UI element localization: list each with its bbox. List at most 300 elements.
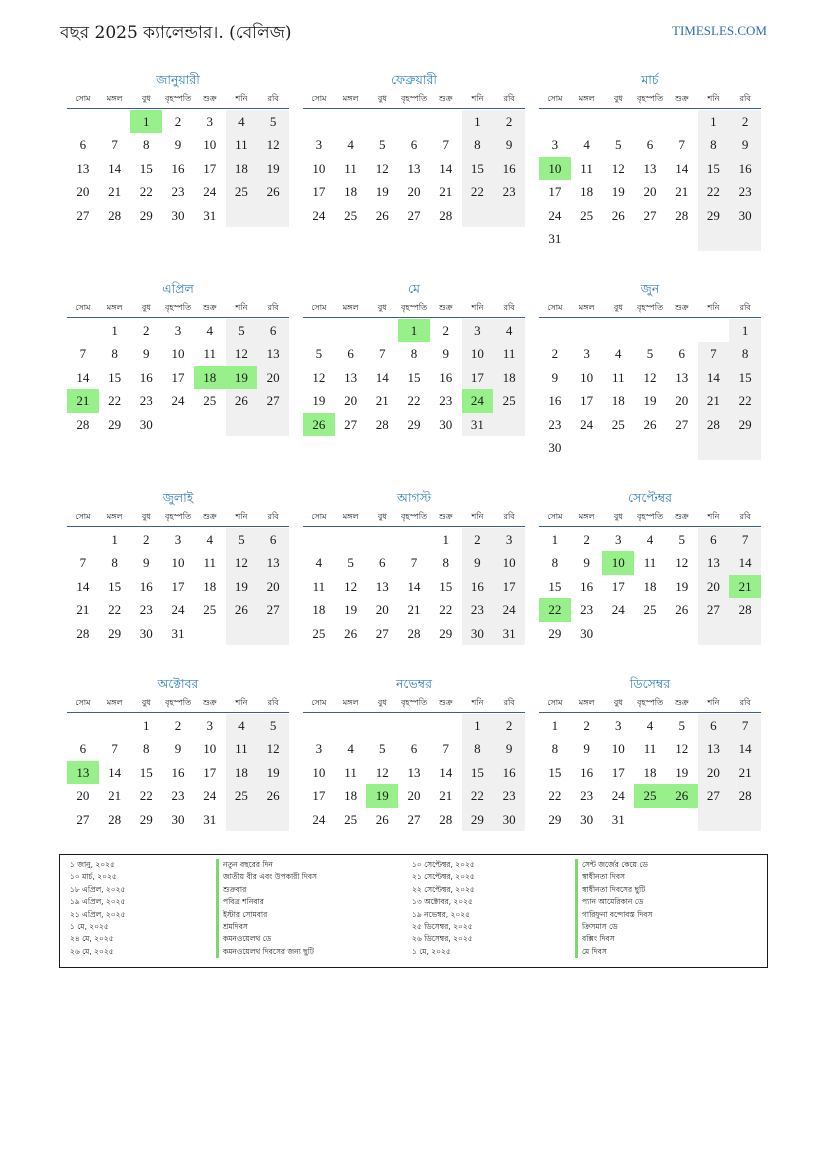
day-cell[interactable]: 30 [729,204,761,228]
day-cell[interactable]: 1 [551,531,559,547]
day-cell[interactable]: 16 [493,157,525,181]
day-cell[interactable]: 18 [493,366,525,390]
day-cell[interactable]: 28 [76,625,90,641]
day-cell[interactable]: 1 [442,531,449,547]
holiday-day-cell[interactable]: 13 [67,761,99,785]
day-cell[interactable]: 15 [407,369,421,385]
day-cell[interactable]: 25 [611,416,625,432]
day-cell[interactable]: 6 [646,137,654,152]
day-cell[interactable]: 22 [698,180,730,204]
day-cell[interactable]: 15 [548,764,562,780]
day-cell[interactable]: 28 [76,416,90,432]
day-cell[interactable]: 30 [171,811,185,827]
day-cell[interactable]: 9 [143,555,150,570]
day-cell[interactable]: 20 [76,788,90,803]
day-cell[interactable]: 28 [108,207,122,223]
holiday-day-cell[interactable]: 10 [539,157,571,181]
day-cell[interactable]: 2 [143,531,150,547]
holiday-day-cell[interactable]: 18 [194,366,226,390]
day-cell[interactable]: 24 [580,416,594,432]
day-cell[interactable]: 14 [698,366,730,390]
day-cell[interactable]: 11 [643,741,657,756]
day-cell[interactable]: 10 [493,551,525,575]
day-cell[interactable]: 10 [462,342,494,366]
day-cell[interactable]: 12 [675,741,689,756]
day-cell[interactable]: 21 [76,602,90,617]
day-cell[interactable]: 2 [493,110,525,134]
day-cell[interactable]: 18 [203,578,217,594]
day-cell[interactable]: 23 [171,788,185,803]
day-cell[interactable]: 18 [611,393,625,408]
day-cell[interactable]: 16 [580,578,594,594]
day-cell[interactable]: 6 [257,319,289,343]
day-cell[interactable]: 29 [139,811,153,827]
day-cell[interactable]: 21 [375,393,389,408]
day-cell[interactable]: 5 [678,531,685,547]
holiday-day-cell[interactable]: 24 [462,389,494,413]
day-cell[interactable]: 26 [226,598,258,622]
day-cell[interactable]: 17 [580,393,594,408]
day-cell[interactable]: 10 [203,741,217,756]
day-cell[interactable]: 8 [551,741,559,756]
day-cell[interactable]: 15 [139,764,153,780]
day-cell[interactable]: 11 [226,737,258,761]
day-cell[interactable]: 18 [226,157,258,181]
day-cell[interactable]: 15 [462,157,494,181]
day-cell[interactable]: 13 [257,551,289,575]
day-cell[interactable]: 19 [312,393,326,408]
day-cell[interactable]: 17 [203,764,217,780]
day-cell[interactable]: 14 [439,764,453,780]
day-cell[interactable]: 1 [111,322,118,338]
day-cell[interactable]: 8 [462,133,494,157]
day-cell[interactable]: 15 [139,160,153,176]
day-cell[interactable]: 4 [226,714,258,738]
day-cell[interactable]: 5 [226,319,258,343]
day-cell[interactable]: 8 [729,342,761,366]
holiday-day-cell[interactable]: 19 [366,784,398,808]
day-cell[interactable]: 7 [111,137,118,152]
day-cell[interactable]: 9 [583,741,590,756]
day-cell[interactable]: 19 [675,578,689,594]
day-cell[interactable]: 10 [171,346,185,361]
day-cell[interactable]: 26 [643,416,657,432]
day-cell[interactable]: 28 [375,416,389,432]
day-cell[interactable]: 30 [462,622,494,646]
day-cell[interactable]: 25 [203,602,217,617]
holiday-day-cell[interactable]: 10 [602,551,634,575]
day-cell[interactable]: 30 [580,811,594,827]
day-cell[interactable]: 31 [203,811,217,827]
day-cell[interactable]: 28 [675,207,689,223]
day-cell[interactable]: 18 [580,184,594,199]
day-cell[interactable]: 25 [580,207,594,223]
day-cell[interactable]: 1 [462,110,494,134]
day-cell[interactable]: 29 [108,625,122,641]
day-cell[interactable]: 4 [583,137,590,152]
day-cell[interactable]: 27 [257,389,289,413]
day-cell[interactable]: 10 [312,764,326,780]
day-cell[interactable]: 20 [375,602,389,617]
day-cell[interactable]: 12 [257,737,289,761]
day-cell[interactable]: 29 [139,207,153,223]
day-cell[interactable]: 8 [551,555,559,570]
day-cell[interactable]: 26 [611,207,625,223]
day-cell[interactable]: 12 [226,342,258,366]
day-cell[interactable]: 12 [226,551,258,575]
day-cell[interactable]: 15 [698,157,730,181]
day-cell[interactable]: 1 [462,714,494,738]
day-cell[interactable]: 16 [139,369,153,385]
day-cell[interactable]: 28 [439,811,453,827]
day-cell[interactable]: 1 [111,531,118,547]
day-cell[interactable]: 7 [79,346,87,361]
day-cell[interactable]: 29 [462,808,494,832]
day-cell[interactable]: 22 [439,602,453,617]
day-cell[interactable]: 4 [347,137,354,152]
day-cell[interactable]: 16 [171,160,185,176]
day-cell[interactable]: 25 [643,602,657,617]
day-cell[interactable]: 5 [615,137,622,152]
holiday-day-cell[interactable]: 25 [634,784,666,808]
day-cell[interactable]: 3 [462,319,494,343]
day-cell[interactable]: 27 [643,207,657,223]
day-cell[interactable]: 6 [257,528,289,552]
day-cell[interactable]: 3 [174,531,182,547]
holiday-day-cell[interactable]: 1 [398,319,430,343]
day-cell[interactable]: 17 [493,575,525,599]
day-cell[interactable]: 8 [111,555,118,570]
day-cell[interactable]: 13 [698,737,730,761]
day-cell[interactable]: 31 [611,811,625,827]
holiday-day-cell[interactable]: 22 [539,598,571,622]
day-cell[interactable]: 11 [612,369,625,385]
day-cell[interactable]: 19 [375,184,389,199]
holiday-day-cell[interactable]: 21 [67,389,99,413]
day-cell[interactable]: 29 [698,204,730,228]
day-cell[interactable]: 27 [76,811,90,827]
day-cell[interactable]: 17 [611,578,625,594]
day-cell[interactable]: 21 [407,602,421,617]
day-cell[interactable]: 20 [344,393,358,408]
day-cell[interactable]: 30 [439,416,453,432]
day-cell[interactable]: 19 [643,393,657,408]
holiday-day-cell[interactable]: 19 [226,366,258,390]
day-cell[interactable]: 9 [174,137,182,152]
day-cell[interactable]: 16 [493,761,525,785]
day-cell[interactable]: 16 [548,393,562,408]
day-cell[interactable]: 7 [442,741,449,756]
day-cell[interactable]: 23 [493,784,525,808]
day-cell[interactable]: 19 [257,157,289,181]
day-cell[interactable]: 2 [493,714,525,738]
day-cell[interactable]: 11 [580,160,593,176]
day-cell[interactable]: 17 [312,788,326,803]
day-cell[interactable]: 6 [698,714,730,738]
day-cell[interactable]: 19 [675,764,689,780]
day-cell[interactable]: 30 [493,808,525,832]
day-cell[interactable]: 9 [143,346,150,361]
day-cell[interactable]: 11 [344,160,357,176]
day-cell[interactable]: 25 [344,811,358,827]
day-cell[interactable]: 8 [462,737,494,761]
day-cell[interactable]: 24 [171,602,185,617]
day-cell[interactable]: 9 [442,346,449,361]
day-cell[interactable]: 5 [646,346,654,361]
day-cell[interactable]: 3 [615,717,622,733]
day-cell[interactable]: 6 [379,555,386,570]
day-cell[interactable]: 20 [698,575,730,599]
day-cell[interactable]: 20 [643,184,657,199]
day-cell[interactable]: 27 [407,207,421,223]
day-cell[interactable]: 13 [407,764,421,780]
holiday-day-cell[interactable]: 21 [729,575,761,599]
day-cell[interactable]: 21 [698,389,730,413]
day-cell[interactable]: 23 [171,184,185,199]
day-cell[interactable]: 3 [315,137,323,152]
day-cell[interactable]: 26 [375,207,389,223]
day-cell[interactable]: 12 [611,160,625,176]
day-cell[interactable]: 29 [548,625,562,641]
day-cell[interactable]: 1 [551,717,559,733]
day-cell[interactable]: 30 [171,207,185,223]
day-cell[interactable]: 8 [698,133,730,157]
day-cell[interactable]: 20 [675,393,689,408]
day-cell[interactable]: 30 [548,440,562,455]
day-cell[interactable]: 26 [675,602,689,617]
day-cell[interactable]: 23 [462,598,494,622]
day-cell[interactable]: 5 [315,346,323,361]
day-cell[interactable]: 6 [79,137,87,152]
day-cell[interactable]: 12 [375,160,389,176]
day-cell[interactable]: 4 [646,531,654,547]
day-cell[interactable]: 9 [551,369,559,385]
day-cell[interactable]: 1 [729,319,761,343]
day-cell[interactable]: 7 [442,137,449,152]
day-cell[interactable]: 4 [347,741,354,756]
day-cell[interactable]: 24 [312,207,326,223]
day-cell[interactable]: 14 [407,578,421,594]
day-cell[interactable]: 29 [407,416,421,432]
day-cell[interactable]: 28 [439,207,453,223]
day-cell[interactable]: 5 [347,555,354,570]
day-cell[interactable]: 28 [729,598,761,622]
day-cell[interactable]: 1 [698,110,730,134]
day-cell[interactable]: 28 [729,784,761,808]
day-cell[interactable]: 30 [580,625,594,641]
day-cell[interactable]: 9 [583,555,590,570]
day-cell[interactable]: 20 [257,575,289,599]
day-cell[interactable]: 7 [729,714,761,738]
day-cell[interactable]: 28 [407,625,421,641]
day-cell[interactable]: 31 [493,622,525,646]
day-cell[interactable]: 22 [729,389,761,413]
day-cell[interactable]: 7 [729,528,761,552]
day-cell[interactable]: 1 [143,717,150,733]
day-cell[interactable]: 9 [462,551,494,575]
day-cell[interactable]: 7 [79,555,87,570]
day-cell[interactable]: 8 [143,741,150,756]
day-cell[interactable]: 15 [439,578,453,594]
day-cell[interactable]: 5 [257,714,289,738]
day-cell[interactable]: 2 [462,528,494,552]
day-cell[interactable]: 2 [583,717,590,733]
day-cell[interactable]: 3 [206,113,213,129]
day-cell[interactable]: 10 [580,369,594,385]
day-cell[interactable]: 14 [108,160,122,176]
day-cell[interactable]: 3 [615,531,622,547]
day-cell[interactable]: 4 [206,322,213,338]
day-cell[interactable]: 20 [698,761,730,785]
day-cell[interactable]: 25 [493,389,525,413]
day-cell[interactable]: 17 [611,764,625,780]
day-cell[interactable]: 14 [76,578,90,594]
day-cell[interactable]: 6 [678,346,685,361]
day-cell[interactable]: 26 [226,389,258,413]
day-cell[interactable]: 5 [678,717,685,733]
day-cell[interactable]: 7 [111,741,118,756]
day-cell[interactable]: 22 [108,602,122,617]
day-cell[interactable]: 15 [108,369,122,385]
day-cell[interactable]: 27 [76,207,90,223]
day-cell[interactable]: 2 [143,322,150,338]
day-cell[interactable]: 21 [729,761,761,785]
day-cell[interactable]: 23 [139,602,153,617]
day-cell[interactable]: 21 [439,184,453,199]
day-cell[interactable]: 4 [226,110,258,134]
day-cell[interactable]: 3 [493,528,525,552]
day-cell[interactable]: 5 [226,528,258,552]
day-cell[interactable]: 12 [643,369,657,385]
day-cell[interactable]: 24 [312,811,326,827]
day-cell[interactable]: 22 [548,788,562,803]
day-cell[interactable]: 14 [439,160,453,176]
day-cell[interactable]: 18 [643,578,657,594]
day-cell[interactable]: 12 [675,555,689,570]
day-cell[interactable]: 19 [344,602,358,617]
day-cell[interactable]: 27 [375,625,389,641]
day-cell[interactable]: 22 [462,180,494,204]
day-cell[interactable]: 27 [407,811,421,827]
day-cell[interactable]: 26 [344,625,358,641]
day-cell[interactable]: 14 [375,369,389,385]
day-cell[interactable]: 17 [171,369,185,385]
day-cell[interactable]: 11 [643,555,657,570]
day-cell[interactable]: 28 [108,811,122,827]
day-cell[interactable]: 11 [493,342,525,366]
day-cell[interactable]: 26 [375,811,389,827]
day-cell[interactable]: 3 [583,346,590,361]
day-cell[interactable]: 27 [698,598,730,622]
day-cell[interactable]: 4 [206,531,213,547]
day-cell[interactable]: 10 [611,741,625,756]
day-cell[interactable]: 22 [462,784,494,808]
day-cell[interactable]: 29 [548,811,562,827]
day-cell[interactable]: 11 [344,764,357,780]
day-cell[interactable]: 27 [257,598,289,622]
holiday-day-cell[interactable]: 26 [303,413,335,437]
day-cell[interactable]: 25 [226,180,258,204]
day-cell[interactable]: 2 [174,717,182,733]
day-cell[interactable]: 26 [257,784,289,808]
day-cell[interactable]: 4 [315,555,323,570]
day-cell[interactable]: 24 [171,393,185,408]
day-cell[interactable]: 6 [347,346,354,361]
day-cell[interactable]: 19 [226,575,258,599]
day-cell[interactable]: 29 [108,416,122,432]
day-cell[interactable]: 15 [729,366,761,390]
day-cell[interactable]: 28 [698,413,730,437]
day-cell[interactable]: 12 [344,578,358,594]
day-cell[interactable]: 27 [344,416,358,432]
day-cell[interactable]: 18 [643,764,657,780]
day-cell[interactable]: 17 [203,160,217,176]
day-cell[interactable]: 13 [698,551,730,575]
day-cell[interactable]: 9 [174,741,182,756]
day-cell[interactable]: 23 [439,393,453,408]
day-cell[interactable]: 8 [111,346,118,361]
day-cell[interactable]: 10 [171,555,185,570]
day-cell[interactable]: 3 [315,741,323,756]
day-cell[interactable]: 16 [439,369,453,385]
day-cell[interactable]: 7 [698,342,730,366]
day-cell[interactable]: 15 [462,761,494,785]
day-cell[interactable]: 20 [407,184,421,199]
day-cell[interactable]: 25 [203,393,217,408]
day-cell[interactable]: 13 [407,160,421,176]
day-cell[interactable]: 30 [139,416,153,432]
day-cell[interactable]: 21 [675,184,689,199]
day-cell[interactable]: 6 [410,741,418,756]
day-cell[interactable]: 2 [729,110,761,134]
day-cell[interactable]: 16 [729,157,761,181]
day-cell[interactable]: 12 [375,764,389,780]
day-cell[interactable]: 14 [729,551,761,575]
day-cell[interactable]: 3 [206,717,213,733]
day-cell[interactable]: 13 [643,160,657,176]
day-cell[interactable]: 18 [344,788,358,803]
day-cell[interactable]: 15 [548,578,562,594]
day-cell[interactable]: 21 [108,788,122,803]
day-cell[interactable]: 7 [410,555,418,570]
day-cell[interactable]: 23 [548,416,562,432]
day-cell[interactable]: 5 [257,110,289,134]
day-cell[interactable]: 12 [257,133,289,157]
day-cell[interactable]: 2 [174,113,182,129]
day-cell[interactable]: 4 [493,319,525,343]
day-cell[interactable]: 27 [698,784,730,808]
day-cell[interactable]: 14 [76,369,90,385]
holiday-day-cell[interactable]: 26 [666,784,698,808]
day-cell[interactable]: 20 [407,788,421,803]
day-cell[interactable]: 19 [257,761,289,785]
day-cell[interactable]: 11 [312,578,326,594]
day-cell[interactable]: 20 [76,184,90,199]
day-cell[interactable]: 23 [729,180,761,204]
day-cell[interactable]: 6 [79,741,87,756]
day-cell[interactable]: 23 [580,602,594,617]
holiday-day-cell[interactable]: 1 [130,110,162,134]
day-cell[interactable]: 8 [410,346,418,361]
day-cell[interactable]: 21 [439,788,453,803]
day-cell[interactable]: 2 [551,346,559,361]
day-cell[interactable]: 13 [344,369,358,385]
day-cell[interactable]: 14 [675,160,689,176]
day-cell[interactable]: 16 [139,578,153,594]
day-cell[interactable]: 27 [675,416,689,432]
day-cell[interactable]: 31 [171,625,185,641]
day-cell[interactable]: 31 [203,207,217,223]
